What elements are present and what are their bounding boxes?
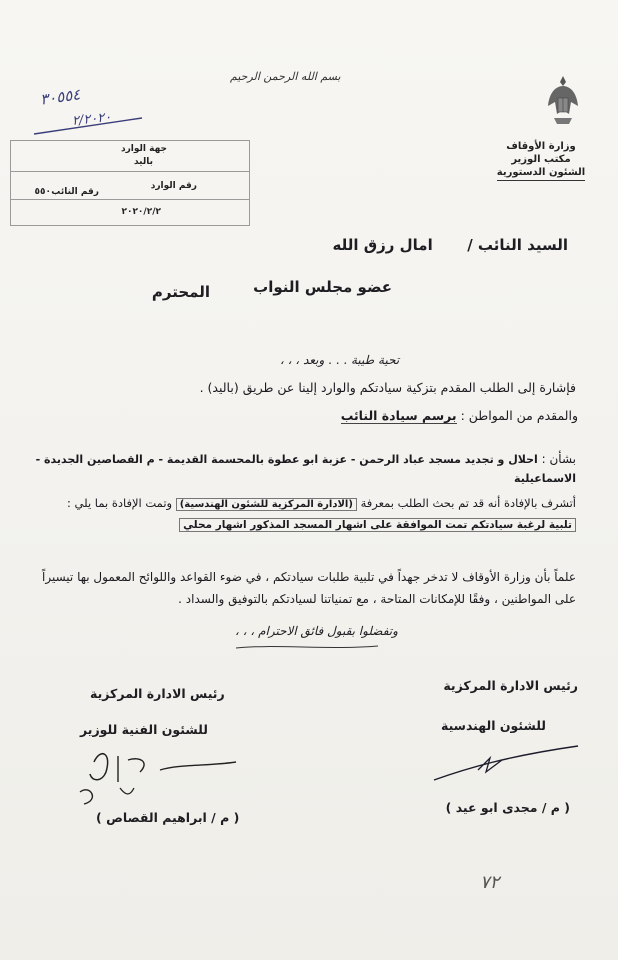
- right-signature-icon: [428, 738, 588, 788]
- incoming-info-box: [10, 140, 250, 226]
- recipient-respect: المحترم: [151, 283, 210, 301]
- paragraph-note-2: على المواطنين ، وفقًا للإمكانات المتاحة ، مع تمنياتنا لسيادتكم بالتوفيق والسداد .: [178, 592, 576, 606]
- recipient-title-line: [333, 236, 568, 254]
- right-signatory-name: ( م / مجدى ابو عيد ): [445, 800, 570, 815]
- ministry-block: [486, 140, 596, 181]
- incoming-date: ٢٠٢٠/٢/٢: [121, 207, 161, 217]
- applicant-value: برسم سيادة النائب: [340, 408, 457, 423]
- greeting: تحية طيبة . . . وبعد ، ، ،: [280, 353, 400, 367]
- ministry-office: مكتب الوزير: [511, 154, 571, 165]
- handwritten-reference: ٣٠٥٥٤: [38, 85, 82, 109]
- basmala: بسم الله الرحمن الرحيم: [230, 70, 341, 83]
- handwritten-page-mark: ٧٢: [480, 872, 500, 893]
- right-signatory-title-1: رئيس الادارة المركزية: [443, 678, 578, 693]
- deputy-number-label: رقم النائب: [51, 187, 99, 197]
- closing-underline-icon: [232, 640, 382, 654]
- subject-continuation: الاسماعيلية: [514, 472, 576, 485]
- paragraph-subject: [36, 452, 576, 466]
- response-department: (الادارة المركزية للشئون الهندسية): [176, 498, 357, 511]
- handwritten-date: ٢/٢٠٢٠: [71, 109, 112, 130]
- paragraph-reference: فإشارة إلى الطلب المقدم بتزكية سيادتكم والوارد إلينا عن طريق (باليد) .: [199, 380, 576, 395]
- paragraph-applicant: [341, 408, 578, 423]
- recipient-title: السيد النائب /: [467, 236, 568, 254]
- ministry-department: الشئون الدستورية: [497, 166, 585, 181]
- eagle-emblem-icon: [545, 72, 581, 132]
- handwritten-underline-icon: [30, 109, 150, 142]
- response-outro: وتمت الإفادة بما يلي :: [67, 496, 173, 510]
- response-intro: أتشرف بالإفادة أنه قد تم بحث الطلب بمعرفة: [360, 496, 576, 510]
- closing-line: وتفضلوا بقبول فائق الاحترام ، ، ،: [235, 624, 398, 638]
- paragraph-note-1: علماً بأن وزارة الأوقاف لا تدخر جهداً في تلبية طلبات سيادتكم ، في ضوء القواعد واللوائح المعمول بها تيسيراً: [42, 570, 576, 584]
- source-value: باليد: [133, 157, 153, 167]
- left-signatory-title-1: رئيس الادارة المركزية: [90, 686, 225, 701]
- recipient-position: عضو مجلس النواب: [253, 278, 392, 296]
- ministry-name: وزارة الأوقاف: [506, 141, 576, 152]
- subject-value: احلال و تجديد مسجد عباد الرحمن - عزبة ابو عطوة بالمحسمة القديمة - م القصاصين الجديدة -: [35, 453, 538, 466]
- left-signature-icon: [70, 742, 240, 808]
- left-signatory-name: ( م / ابراهيم القصاص ): [96, 810, 240, 825]
- paragraph-decision: تلبية لرغبة سيادتكم تمت الموافقة على اشهار المسجد المذكور اشهار محلي: [179, 518, 576, 532]
- source-label: جهة الوارد: [120, 144, 167, 154]
- incoming-number-label: رقم الوارد: [150, 181, 197, 191]
- deputy-number-value: ٥٥٠: [34, 187, 51, 197]
- subject-label: بشأن :: [541, 452, 576, 466]
- recipient-name: امال رزق الله: [332, 236, 433, 254]
- left-signatory-title-2: للشئون الفنية للوزير: [80, 722, 208, 737]
- right-signatory-title-2: للشئون الهندسية: [440, 718, 546, 733]
- paragraph-response: [67, 496, 576, 510]
- applicant-label: والمقدم من المواطن :: [460, 408, 578, 423]
